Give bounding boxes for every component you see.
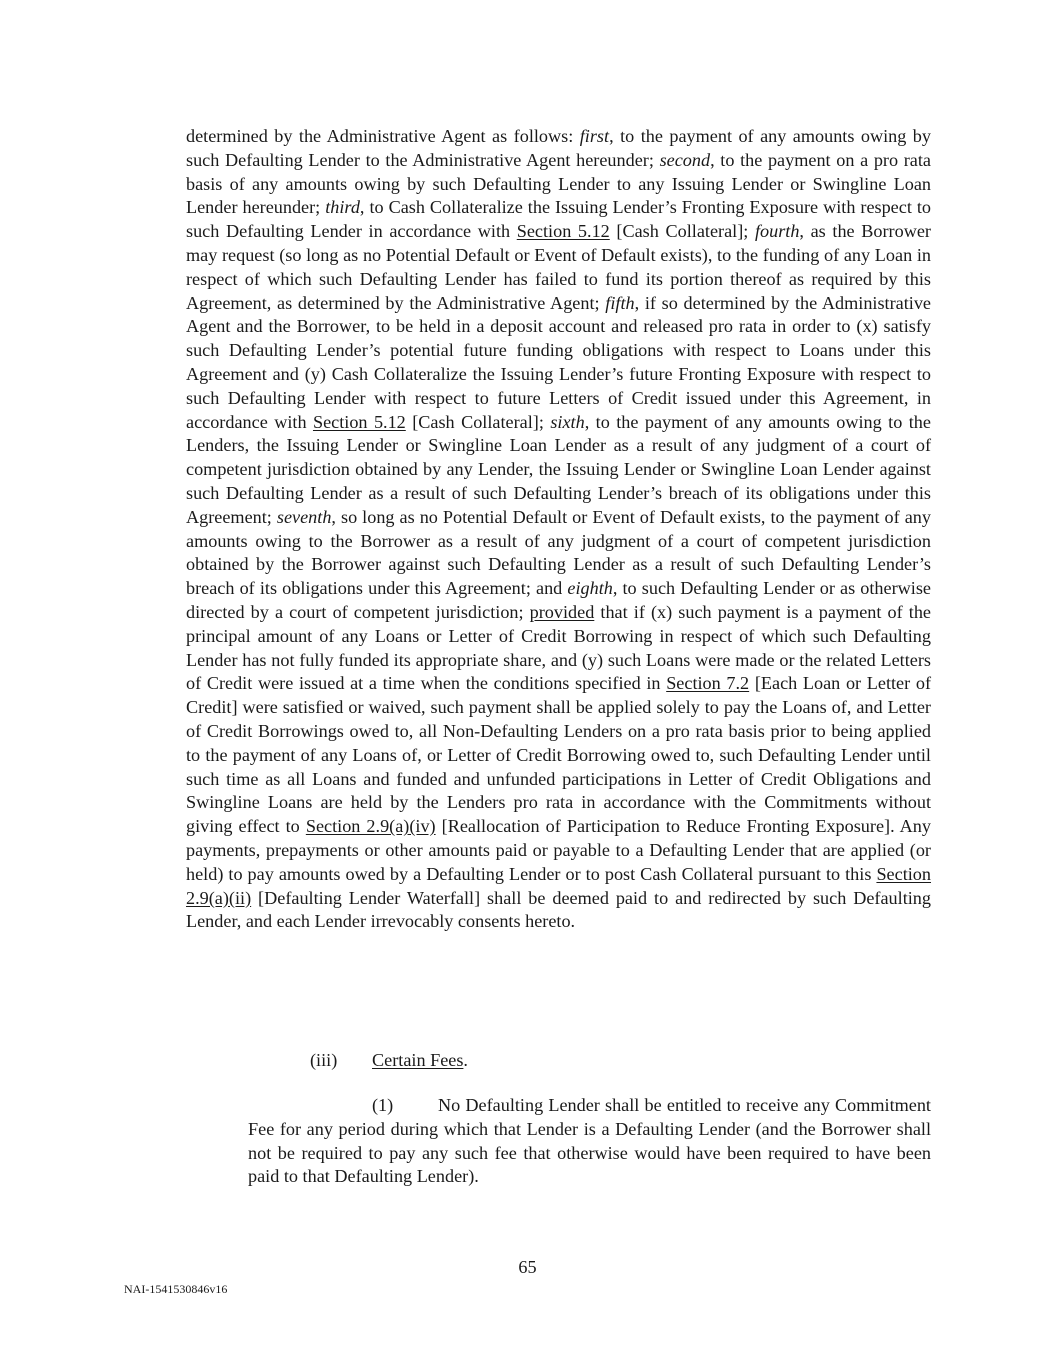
text-run: [Cash Collateral]; <box>405 411 551 432</box>
document-id: NAI-1541530846v16 <box>124 1282 228 1296</box>
text-run: , to the payment of any amounts owing to the Lenders, the Issuing Lender or Swingline Loan Lender as a result of any judgment of a court of competent jurisdiction obtained by any Lender, the Issuing Lender or Swingline Loan Lender against such Defaulting Lender as a result of such Defaulting Lender’s breach of its obligations under this Agreement; <box>186 411 931 527</box>
ordinal-third: third <box>325 197 360 218</box>
text-run: , to the payment of any amounts owing by such Defaulting Lender to the Administrative Agent hereunder; <box>186 126 931 170</box>
text-run: , so long as no Potential Default or Event of Default exists, to the payment of any amounts owing to the Borrower as a result of any judgment of a court of competent jurisdiction obtained by the Borrower against such Defaulting Lender as a result of such Defaulting Lender’s breach of its obligations under this Agreement; and <box>186 506 931 599</box>
text-run: that if (x) such payment is a payment of the principal amount of any Loans or Letter of Credit Borrowing in respect of which such Defaulting Lender has not fully funded its appropriate share, and (y) such Loans were made or the related Letters of Credit were issued at a time when the conditions specified in <box>186 601 931 694</box>
text-run: , if so determined by the Administrative Agent and the Borrower, to be held in a deposit account and released pro rata in order to (x) satisfy such Defaulting Lender’s potential future funding obligations with respect to Loans under this Agreement and (y) Cash Collateralize the Issuing Lender’s future Fronting Exposure with respect to such Defaulting Lender with respect to future Letters of Credit issued under this Agreement, in accordance with <box>186 292 931 432</box>
section-reference: Section 2.9(a)(ii) <box>186 863 931 908</box>
subsection-heading <box>310 1049 468 1073</box>
clause-text: No Defaulting Lender shall be entitled to receive any Commitment Fee for any period during which that Lender is a Defaulting Lender (and the Borrower shall not be required to pay any such fee that otherwise would have been required to have been paid to that Defaulting Lender). <box>248 1095 931 1187</box>
ordinal-eighth: eighth <box>567 578 613 599</box>
waterfall-paragraph <box>186 125 931 934</box>
ordinal-fifth: fifth <box>605 292 635 313</box>
text-run: , to the payment on a pro rata basis of any amounts owing by such Defaulting Lender to any Issuing Lender or Swingline Loan Lender hereunder; <box>186 149 931 218</box>
ordinal-second: second <box>659 149 711 170</box>
ordinal-first: first <box>579 126 610 146</box>
text-run: , to Cash Collateralize the Issuing Lender’s Fronting Exposure with respect to such Defaulting Lender in accordance with <box>186 197 932 242</box>
text-run: determined by the Administrative Agent as follows: <box>186 126 580 146</box>
heading-period: . <box>463 1050 468 1070</box>
text-run: [Defaulting Lender Waterfall] shall be deemed paid to and redirected by such Defaulting Lender, and each Lender irrevocably consents hereto. <box>186 887 931 932</box>
ordinal-sixth: sixth <box>550 411 585 432</box>
section-reference: Section 5.12 <box>312 411 406 432</box>
section-reference: Section 2.9(a)(iv) <box>305 816 436 837</box>
clause-paragraph <box>248 1094 931 1189</box>
text-run: , as the Borrower may request (so long as no Potential Default or Event of Default exists), to the funding of any Loan in respect of which such Defaulting Lender has failed to fund its portion thereof as required by this Agreement, as determined by the Administrative Agent; <box>186 221 931 313</box>
section-reference: Section 5.12 <box>516 221 610 242</box>
subsection-title: Certain Fees <box>372 1050 464 1070</box>
section-reference: Section 7.2 <box>666 673 750 694</box>
page-number: 65 <box>518 1257 537 1277</box>
subsection-number: (iii) <box>310 1050 338 1070</box>
clause-number: (1) <box>372 1095 394 1115</box>
proviso-term: provided <box>529 601 595 622</box>
text-run: [Each Loan or Letter of Credit] were satisfied or waived, such payment shall be applied solely to pay the Loans of, and Letter of Credit Borrowings owed to, all Non-Defaulting Lenders on a pro rata basis prior to being applied to the payment of any Loans of, or Letter of Credit Borrowing owed to, such Defaulting Lender until such time as all Loans and funded and unfunded participations in Letter of Credit Obligations and Swingline Loans are held by the Lenders pro rata in accordance with the Commitments without giving effect to <box>186 673 932 837</box>
ordinal-seventh: seventh <box>276 506 332 527</box>
text-run: [Reallocation of Participation to Reduce Fronting Exposure]. Any payments, prepayments or other amounts paid or payable to a Defaulting Lender that are applied (or held) to pay amounts owed by a Defaulting Lender or to post Cash Collateral pursuant to this <box>186 816 931 884</box>
text-run: , to such Defaulting Lender or as otherwise directed by a court of competent jurisdiction; <box>186 578 931 622</box>
text-run: [Cash Collateral]; <box>609 221 755 242</box>
ordinal-fourth: fourth <box>754 221 800 242</box>
